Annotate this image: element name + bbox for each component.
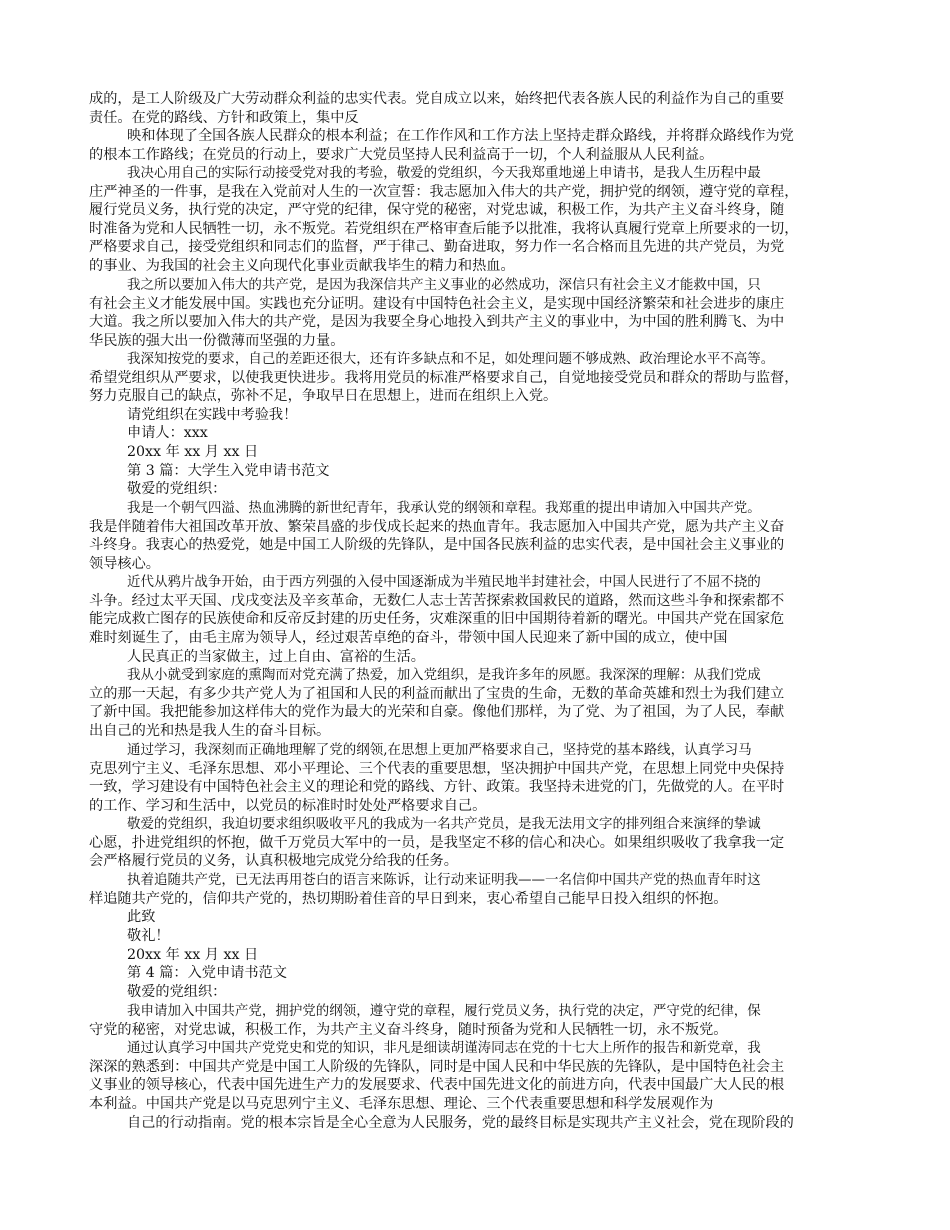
- text-line: 克思列宁主义、毛泽东思想、邓小平理论、三个代表的重要思想，坚决拥护中国共产党，在思想上同党中央保持: [89, 760, 785, 777]
- section-heading: [89, 462, 897, 481]
- paragraph: [89, 406, 897, 425]
- text-line: 我申请加入中国共产党，拥护党的纲领，遵守党的章程，履行党员义务，执行党的决定，严守党的纪律，保: [127, 1003, 761, 1019]
- text-line: 希望党组织从严要求，以使我更快进步。我将用党员的标准严格要求自己，自觉地接受党员和群众的帮助与监督，: [89, 369, 799, 386]
- paragraph: [89, 871, 859, 908]
- text-line: 20xx 年 xx 月 xx 日: [127, 947, 259, 963]
- text-line: 心愿，扑进党组织的怀抱，做千万党员大军中的一员，是我坚定不移的信心和决心。如果组织吸收了我拿我一定: [89, 834, 785, 851]
- paragraph: [89, 499, 859, 573]
- text-line: 此致: [127, 909, 156, 925]
- text-line: 斗终身。我衷心的热爱党，她是中国工人阶级的先锋队，是中国各民族利益的忠实代表，是中国社会主义事业的: [89, 537, 785, 554]
- text-line: 自己的行动指南。党的根本宗旨是全心全意为人民服务，党的最终目标是实现共产主义社会，党在现阶段的: [127, 1115, 794, 1131]
- text-line: 责任。在党的路线、方针和政策上，集中反: [89, 109, 359, 126]
- salutation: [89, 983, 897, 1002]
- text-line: 映和体现了全国各族人民群众的根本利益；在工作作风和工作方法上坚持走群众路线，并将群众路线作为党: [127, 128, 794, 144]
- text-line: 我是伴随着伟大祖国改革开放、繁荣昌盛的步伐成长起来的热血青年。我志愿加入中国共产党，愿为共产主义奋: [89, 518, 785, 535]
- text-line: 严格要求自己，接受党组织和同志们的监督，严于律己、勤奋进取，努力作一名合格而且先进的共产党员，为党: [89, 239, 785, 256]
- text-line: 申请人：xxx: [127, 425, 208, 441]
- text-line: 有社会主义才能发展中国。实践也充分证明。建设有中国特色社会主义，是实现中国经济繁荣和社会进步的康庄: [89, 295, 785, 312]
- text-line: 守党的秘密，对党忠诚，积极工作，为共产主义奋斗终身，随时预备为党和人民牺牲一切，永不叛党。: [89, 1021, 728, 1038]
- text-line: 样追随共产党的，信仰共产党的，热切期盼着佳音的早日到来，衷心希望自己能早日投入组织的怀抱。: [89, 890, 728, 907]
- text-line: 斗争。经过太平天国、戊戌变法及辛亥革命，无数仁人志士苦苦探索救国救民的道路，然而这些斗争和探索都不: [89, 592, 785, 609]
- text-line: 执着追随共产党，已无法再用苍白的语言来陈诉，让行动来证明我——一名信仰中国共产党的热血青年时这: [127, 872, 761, 888]
- date-line: [89, 946, 897, 965]
- paragraph: [89, 815, 859, 871]
- text-line: 难时刻诞生了，由毛主席为领导人，经过艰苦卓绝的奋斗，带领中国人民迎来了新中国的成立，使中国: [89, 629, 728, 646]
- text-line: 本利益。中国共产党是以马克思列宁主义、毛泽东思想、理论、三个代表重要思想和科学发展观作为: [89, 1095, 714, 1112]
- text-line: 能完成救亡图存的民族使命和反帝反封建的历史任务，灾难深重的旧中国期待着新的曙光。中国共产党在国家危: [89, 611, 785, 628]
- text-line: 出自己的光和热是我人生的奋斗目标。: [89, 722, 331, 739]
- text-line: 我深知按党的要求，自己的差距还很大，还有许多缺点和不足，如处理问题不够成熟、政治理论水平不高等。: [127, 351, 775, 367]
- text-line: 努力克服自己的缺点，弥补不足，争取早日在思想上，进而在组织上入党。: [89, 388, 558, 405]
- paragraph: [89, 741, 859, 815]
- paragraph: [89, 1002, 859, 1039]
- text-line: 的工作、学习和生活中，以党员的标准时时处处严格要求自己。: [89, 797, 487, 814]
- paragraph: [89, 146, 859, 165]
- text-line: 的事业、为我国的社会主义向现代化事业贡献我毕生的精力和热血。: [89, 257, 515, 274]
- paragraph: [89, 648, 897, 667]
- text-line: 敬礼！: [127, 928, 170, 944]
- paragraph: [89, 666, 859, 740]
- paragraph: [89, 127, 897, 146]
- text-line: 通过认真学习中国共产党党史和党的知识，非凡是细读胡谨涛同志在党的十七大上所作的报告和新党章，我: [127, 1040, 761, 1056]
- paragraph: [89, 1114, 897, 1133]
- text-line: 通过学习，我深刻而正确地理解了党的纲领,在思想上更加严格要求自己，坚持党的基本路线，认真学习马: [127, 742, 752, 758]
- text-line: 20xx 年 xx 月 xx 日: [127, 444, 259, 460]
- text-line: 近代从鸦片战争开始，由于西方列强的入侵中国逐渐成为半殖民地半封建社会，中国人民进行了不屈不挠的: [127, 574, 761, 590]
- closing-line: [89, 908, 897, 927]
- text-line: 第 4 篇：入党申请书范文: [127, 965, 287, 981]
- text-line: 会严格履行党员的义务，认真积极地完成党分给我的任务。: [89, 853, 458, 870]
- text-line: 我之所以要加入伟大的共产党，是因为我深信共产主义事业的必然成功，深信只有社会主义才能救中国，只: [127, 277, 761, 293]
- text-line: 履行党员义务，执行党的决定，严守党的纪律，保守党的秘密，对党忠诚，积极工作，为共产主义奋斗终身，随: [89, 202, 785, 219]
- text-line: 我从小就受到家庭的熏陶而对党充满了热爱，加入党组织，是我许多年的夙愿。我深深的理解：从我们党成: [127, 667, 761, 683]
- paragraph: [89, 350, 859, 406]
- salutation: [89, 480, 897, 499]
- text-line: 敬爱的党组织：: [127, 984, 227, 1000]
- text-line: 敬爱的党组织：: [127, 481, 227, 497]
- text-line: 人民真正的当家做主，过上自由、富裕的生活。: [127, 649, 425, 665]
- text-line: 时准备为党和人民牺牲一切，永不叛党。若党组织在严格审查后能予以批准，我将认真履行党章上所要求的一切，: [89, 220, 799, 237]
- closing-line: [89, 927, 897, 946]
- text-line: 华民族的强大出一份微薄而坚强的力量。: [89, 332, 345, 349]
- text-line: 一致，学习建设有中国特色社会主义的理论和党的路线、方针、政策。我坚持未进党的门，先做党的人。在平时: [89, 779, 785, 796]
- paragraph: [89, 164, 859, 276]
- paragraph: [89, 1039, 859, 1113]
- section-heading: [89, 964, 897, 983]
- text-line: 庄严神圣的一件事，是我在入党前对人生的一次宣誓：我志愿加入伟大的共产党，拥护党的纲领，遵守党的章程，: [89, 183, 799, 200]
- applicant-line: [89, 424, 897, 443]
- text-line: 第 3 篇：大学生入党申请书范文: [127, 463, 330, 479]
- text-line: 我是一个朝气四溢、热血沸腾的新世纪青年，我承认党的纲领和章程。我郑重的提出申请加入中国共产党。: [127, 500, 761, 516]
- text-line: 成的，是工人阶级及广大劳动群众利益的忠实代表。党自成立以来，始终把代表各族人民的利益作为自己的重要: [89, 91, 785, 107]
- paragraph: [89, 573, 859, 647]
- text-line: 立的那一天起，有多少共产党人为了祖国和人民的利益而献出了宝贵的生命，无数的革命英雄和烈士为我们建立: [89, 685, 785, 702]
- text-line: 义事业的领导核心，代表中国先进生产力的发展要求、代表中国先进文化的前进方向，代表中国最广大人民的根: [89, 1077, 785, 1094]
- paragraph: [89, 90, 859, 127]
- text-line: 我决心用自己的实际行动接受党对我的考验，敬爱的党组织，今天我郑重地递上申请书，是我人生历程中最: [127, 165, 761, 181]
- text-line: 请党组织在实践中考验我！: [127, 407, 298, 423]
- text-line: 的根本工作路线；在党员的行动上，要求广大党员坚持人民利益高于一切，个人利益服从人民利益。: [89, 147, 714, 163]
- text-line: 大道。我之所以要加入伟大的共产党，是因为我要全身心地投入到共产主义的事业中，为中国的胜利腾飞、为中: [89, 314, 785, 331]
- paragraph: [89, 276, 859, 350]
- text-line: 敬爱的党组织，我迫切要求组织吸收平凡的我成为一名共产党员，是我无法用文字的排列组合来演绎的挚诚: [127, 816, 761, 832]
- text-line: 深深的熟悉到：中国共产党是中国工人阶级的先锋队，同时是中国人民和中华民族的先锋队，是中国特色社会主: [89, 1058, 785, 1075]
- date-line: [89, 443, 897, 462]
- text-line: 了新中国。我把能参加这样伟大的党作为最大的光荣和自豪。像他们那样，为了党、为了祖国，为了人民，奉献: [89, 704, 785, 721]
- text-line: 领导核心。: [89, 555, 160, 572]
